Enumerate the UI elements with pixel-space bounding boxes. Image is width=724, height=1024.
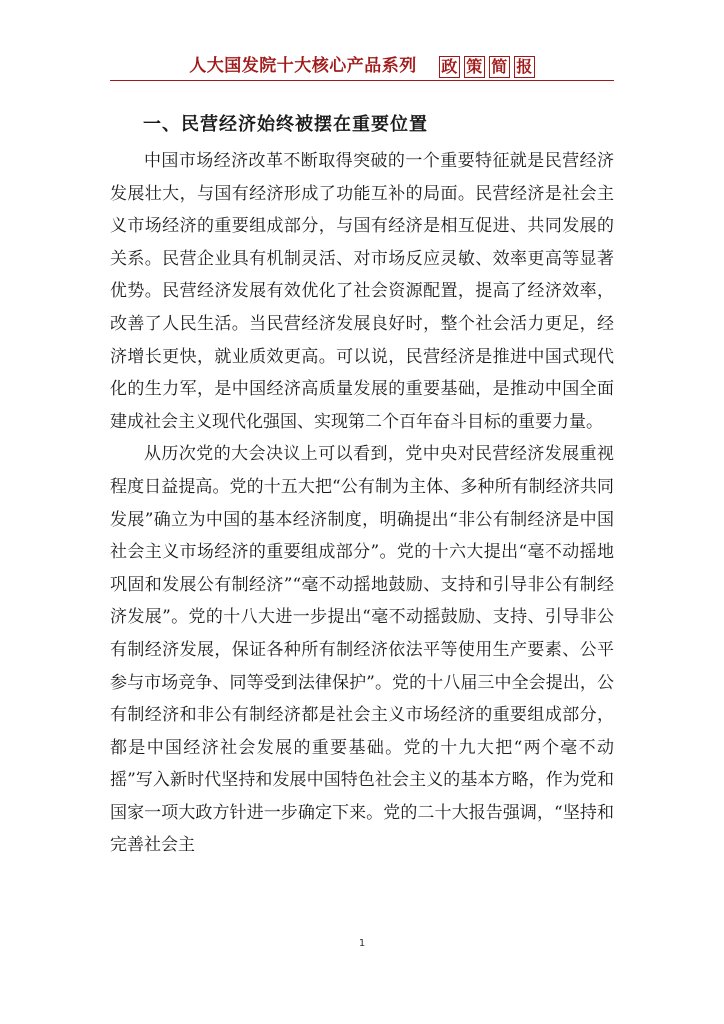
badge-char: 简 bbox=[489, 56, 510, 78]
document-body bbox=[110, 145, 614, 862]
badge-char: 报 bbox=[514, 56, 535, 78]
paragraph: 中国市场经济改革不断取得突破的一个重要特征就是民营经济发展壮大，与国有经济形成了功能互补的局面。民营经济是社会主义市场经济的重要组成部分，与国有经济是相互促进、共同发展的关系。民营企业具有机制灵活、对市场反应灵敏、效率更高等显著优势。民营经济发展有效优化了社会资源配置，提高了经济效率，改善了人民生活。当民营经济发展良好时，整个社会活力更足，经济增长更快，就业质效更高。可以说，民营经济是推进中国式现代化的生力军，是中国经济高质量发展的重要基础，是推动中国全面建成社会主义现代化强国、实现第二个百年奋斗目标的重要力量。 bbox=[110, 151, 614, 432]
header-divider bbox=[110, 80, 614, 81]
series-title: 人大国发院十大核心产品系列 bbox=[189, 56, 417, 76]
page-header bbox=[110, 50, 614, 78]
badge-char: 策 bbox=[464, 56, 485, 78]
paragraph: 从历次党的大会决议上可以看到，党中央对民营经济发展重视程度日益提高。党的十五大把“公有制为主体、多种所有制经济共同发展”确立为中国的基本经济制度，明确提出“非公有制经济是中国社会主义市场经济的重要组成部分”。党的十六大提出“毫不动摇地巩固和发展公有制经济”“毫不动摇地鼓励、支持和引导非公有制经济发展”。党的十八大进一步提出“毫不动摇鼓励、支持、引导非公有制经济发展，保证各种所有制经济依法平等使用生产要素、公平参与市场竞争、同等受到法律保护”。党的十八届三中全会提出，公有制经济和非公有制经济都是社会主义市场经济的重要组成部分，都是中国经济社会发展的重要基础。党的十九大把“两个毫不动摇”写入新时代坚持和发展中国特色社会主义的基本方略，作为党和国家一项大政方针进一步确定下来。党的二十大报告强调，“坚持和完善社会主 bbox=[110, 444, 614, 856]
page-number: 1 bbox=[358, 938, 366, 949]
policy-brief-badge bbox=[439, 56, 535, 78]
section-title: 一、民营经济始终被摆在重要位置 bbox=[143, 114, 428, 135]
badge-char: 政 bbox=[439, 56, 460, 78]
